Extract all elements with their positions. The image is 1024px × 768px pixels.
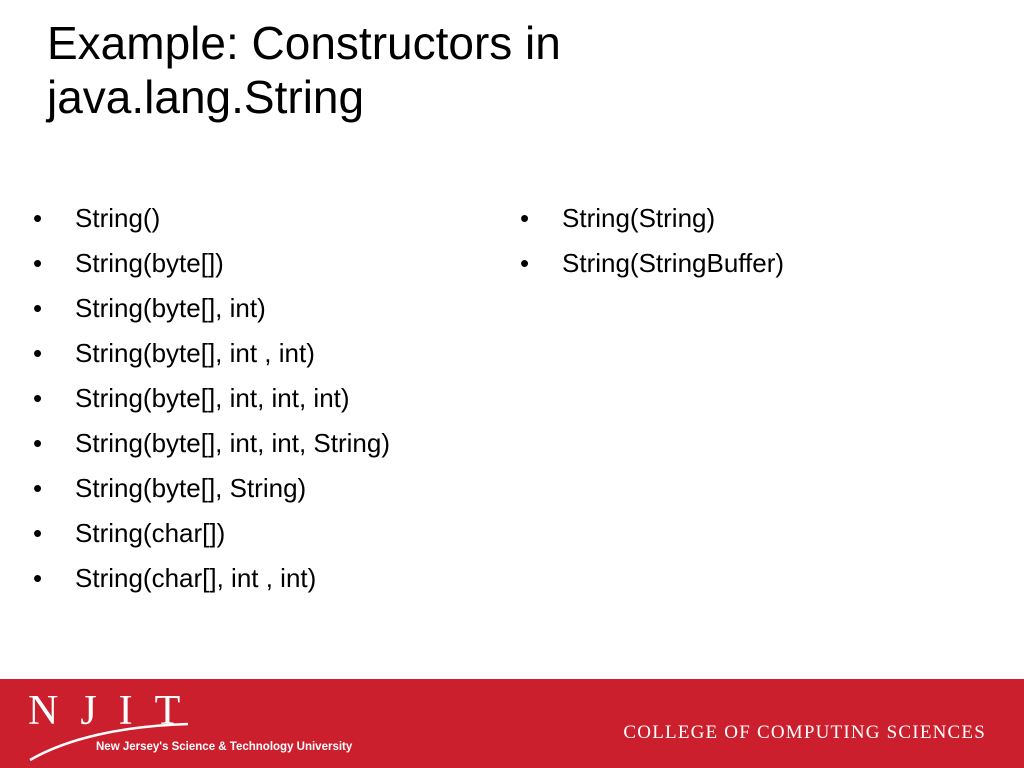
right-bullet-list <box>520 196 990 286</box>
bullet-item: • String(String) <box>520 196 990 241</box>
bullet-item: • String(byte[], String) <box>33 466 503 511</box>
bullet-item: • String(byte[], int) <box>33 286 503 331</box>
title-line-1: Example: Constructors in <box>47 17 561 69</box>
slide-title <box>47 16 967 124</box>
bullet-item: • String(byte[], int, int, String) <box>33 421 503 466</box>
left-bullet-list <box>33 196 503 601</box>
title-line-2: java.lang.String <box>47 71 365 123</box>
bullet-item: • String() <box>33 196 503 241</box>
njit-logo-letters: NJIT <box>28 688 203 734</box>
bullet-item: • String(byte[], int, int, int) <box>33 376 503 421</box>
bullet-item: • String(byte[]) <box>33 241 503 286</box>
njit-logo <box>28 684 378 764</box>
bullet-item: • String(byte[], int , int) <box>33 331 503 376</box>
college-name: COLLEGE OF COMPUTING SCIENCES <box>623 722 986 743</box>
bullet-item: • String(char[]) <box>33 511 503 556</box>
bullet-item: • String(char[], int , int) <box>33 556 503 601</box>
njit-logo-tagline: New Jersey's Science & Technology University <box>96 741 353 753</box>
bullet-item: • String(StringBuffer) <box>520 241 990 286</box>
